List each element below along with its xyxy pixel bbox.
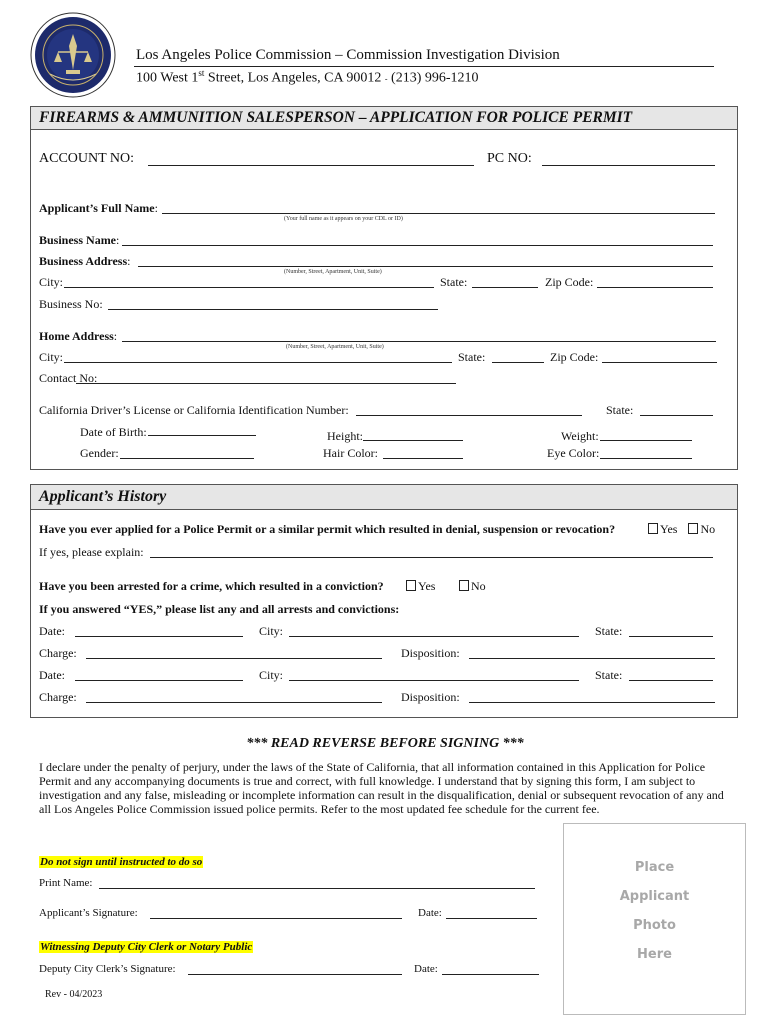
cdl-state-label: State: (606, 403, 634, 417)
permit-denial-options (648, 522, 715, 537)
home-state-label: State: (458, 350, 486, 364)
print-name-label: Print Name: (39, 877, 93, 889)
business-name-field[interactable] (122, 245, 713, 246)
home-city-field[interactable] (64, 362, 452, 363)
applicant-date-label: Date: (418, 907, 442, 919)
home-city-label: City: (39, 350, 64, 364)
conviction-1-charge-label: Charge: (39, 646, 77, 660)
business-no-label: Business No: (39, 297, 103, 311)
address-street-number: 100 West 1 (136, 70, 199, 86)
conviction-1-charge-field[interactable] (86, 658, 382, 659)
home-address-label (39, 329, 117, 344)
arrest-no-option (459, 579, 486, 594)
full-name-label-text: Applicant’s Full Name (39, 201, 155, 215)
conviction-1-state-field[interactable] (629, 636, 713, 637)
business-name-colon: : (116, 233, 120, 247)
hair-color-label: Hair Color: (323, 446, 378, 460)
business-no-field[interactable] (108, 309, 438, 310)
applicant-signature-label: Applicant’s Signature: (39, 907, 138, 919)
conviction-1-date-field[interactable] (75, 636, 243, 637)
question-arrest: Have you been arrested for a crime, which resulted in a conviction? (39, 579, 384, 593)
full-name-label (39, 201, 158, 216)
weight-label: Weight: (561, 429, 599, 443)
revision-label: Rev - 04/2023 (45, 989, 103, 1000)
conviction-2-date-label: Date: (39, 668, 65, 682)
home-address-label-text: Home Address (39, 329, 114, 343)
business-city-label: City: (39, 275, 64, 289)
conviction-1-city-field[interactable] (289, 636, 579, 637)
clerk-date-field[interactable] (442, 974, 539, 975)
business-address-caption: (Number, Street, Apartment, Unit, Suite) (284, 269, 382, 275)
applicant-signature-field[interactable] (150, 918, 402, 919)
witness-notice (39, 937, 253, 955)
weight-field[interactable] (600, 440, 692, 441)
address-dot: - (384, 74, 388, 84)
full-name-field[interactable] (162, 213, 715, 214)
business-city-field[interactable] (64, 287, 434, 288)
height-label: Height: (327, 429, 363, 443)
business-zip-label: Zip Code: (545, 275, 594, 289)
home-zip-label: Zip Code: (550, 350, 599, 364)
dob-field[interactable] (148, 435, 256, 436)
height-field[interactable] (363, 440, 463, 441)
home-address-field[interactable] (122, 341, 716, 342)
pc-no-label: PC NO: (487, 151, 532, 166)
print-name-field[interactable] (99, 888, 535, 889)
declaration-text: I declare under the penalty of perjury, under the laws of the State of California, that all information contained in this Application for Police Permit and any accompanying documents is true and correct, with full knowledge. I understand that by signing this form, I am subject to investigation and any false, misleading or incomplete information can result in the disqualification, denial or subsequent revocation of any and all Los Angeles Police Commission issued police permits. Refer to the most updated fee schedule for the current fee. (39, 760, 724, 816)
seal-icon (30, 12, 116, 98)
account-no-field[interactable] (148, 165, 474, 166)
conviction-2-charge-field[interactable] (86, 702, 382, 703)
business-state-label: State: (440, 275, 468, 289)
cdl-state-field[interactable] (640, 415, 713, 416)
history-title: Applicant’s History (39, 488, 167, 505)
conviction-2-date-field[interactable] (75, 680, 243, 681)
conviction-2-city-label: City: (259, 668, 284, 682)
business-name-label (39, 233, 119, 248)
arrest-yes-label: Yes (418, 579, 436, 593)
conviction-2-state-label: State: (595, 668, 623, 682)
witness-text: Witnessing Deputy City Clerk or Notary Public (40, 941, 253, 953)
business-address-label-text: Business Address (39, 254, 128, 268)
arrest-yes-checkbox[interactable] (406, 580, 416, 591)
arrest-no-checkbox[interactable] (459, 580, 469, 591)
org-line: Los Angeles Police Commission – Commission Investigation Division (136, 47, 560, 63)
home-state-field[interactable] (492, 362, 544, 363)
gender-field[interactable] (120, 458, 254, 459)
list-convictions-prompt: If you answered “YES,” please list any and all arrests and convictions: (39, 602, 400, 616)
home-address-caption: (Number, Street, Apartment, Unit, Suite) (286, 344, 384, 350)
form-title: FIREARMS & AMMUNITION SALESPERSON – APPLICATION FOR POLICE PERMIT (39, 109, 633, 126)
conviction-2-city-field[interactable] (289, 680, 579, 681)
commission-seal (30, 12, 116, 98)
permit-denial-no-checkbox[interactable] (688, 523, 698, 534)
business-address-field[interactable] (138, 266, 713, 267)
arrest-no-label: No (471, 579, 486, 593)
conviction-2-state-field[interactable] (629, 680, 713, 681)
address-city: Street, Los Angeles, CA 90012 (204, 70, 385, 86)
cdl-label: California Driver’s License or California Identification Number: (39, 403, 349, 417)
business-address-colon: : (127, 254, 131, 268)
conviction-1-state-label: State: (595, 624, 623, 638)
org-address (136, 68, 479, 87)
home-address-colon: : (113, 329, 118, 343)
conviction-2-charge-label: Charge: (39, 690, 77, 704)
read-reverse-notice: *** READ REVERSE BEFORE SIGNING *** (246, 736, 524, 751)
contact-no-label: Contact No: (39, 371, 98, 385)
conviction-1-disposition-label: Disposition: (401, 646, 460, 660)
eye-color-label: Eye Color: (547, 446, 600, 460)
photo-line-4: Here (637, 947, 672, 962)
photo-line-2: Applicant (619, 889, 690, 904)
header-rule (134, 66, 714, 67)
photo-line-1: Place (634, 860, 675, 875)
full-name-colon: : (154, 201, 158, 215)
gender-label: Gender: (80, 446, 119, 460)
account-no-label: ACCOUNT NO: (39, 151, 135, 166)
explain-label: If yes, please explain: (39, 545, 144, 559)
contact-no-field[interactable] (76, 383, 456, 384)
business-state-field[interactable] (472, 287, 538, 288)
conviction-1-date-label: Date: (39, 624, 65, 638)
conviction-2-disposition-label: Disposition: (401, 690, 460, 704)
applicant-photo-box[interactable] (563, 823, 746, 1015)
dob-label: Date of Birth: (80, 425, 147, 439)
address-suffix: st (198, 68, 205, 78)
business-name-label-text: Business Name (39, 233, 117, 247)
explain-field[interactable] (150, 557, 713, 558)
permit-denial-yes-checkbox[interactable] (648, 523, 658, 534)
do-not-sign-notice (39, 852, 203, 870)
address-phone: (213) 996-1210 (387, 70, 479, 86)
clerk-date-label: Date: (414, 963, 438, 975)
pc-no-field[interactable] (542, 165, 715, 166)
photo-line-3: Photo (633, 918, 676, 933)
home-zip-field[interactable] (602, 362, 717, 363)
cdl-field[interactable] (356, 415, 582, 416)
applicant-date-field[interactable] (446, 918, 537, 919)
clerk-signature-field[interactable] (188, 974, 402, 975)
question-permit-denial: Have you ever applied for a Police Permit or a similar permit which resulted in denial, suspension or revocation? (39, 522, 616, 536)
eye-color-field[interactable] (600, 458, 692, 459)
conviction-1-disposition-field[interactable] (469, 658, 715, 659)
full-name-caption: (Your full name as it appears on your CDL or ID) (284, 216, 403, 222)
conviction-1-city-label: City: (259, 624, 284, 638)
business-zip-field[interactable] (597, 287, 713, 288)
arrest-yes-option (406, 579, 435, 594)
hair-color-field[interactable] (383, 458, 463, 459)
permit-denial-no-label: No (700, 522, 716, 536)
permit-denial-yes-label: Yes (660, 522, 678, 536)
do-not-sign-text: Do not sign until instructed to do so (40, 856, 203, 868)
history-section (30, 484, 738, 718)
conviction-2-disposition-field[interactable] (469, 702, 715, 703)
clerk-signature-label: Deputy City Clerk’s Signature: (39, 963, 176, 975)
business-address-label (39, 254, 131, 269)
